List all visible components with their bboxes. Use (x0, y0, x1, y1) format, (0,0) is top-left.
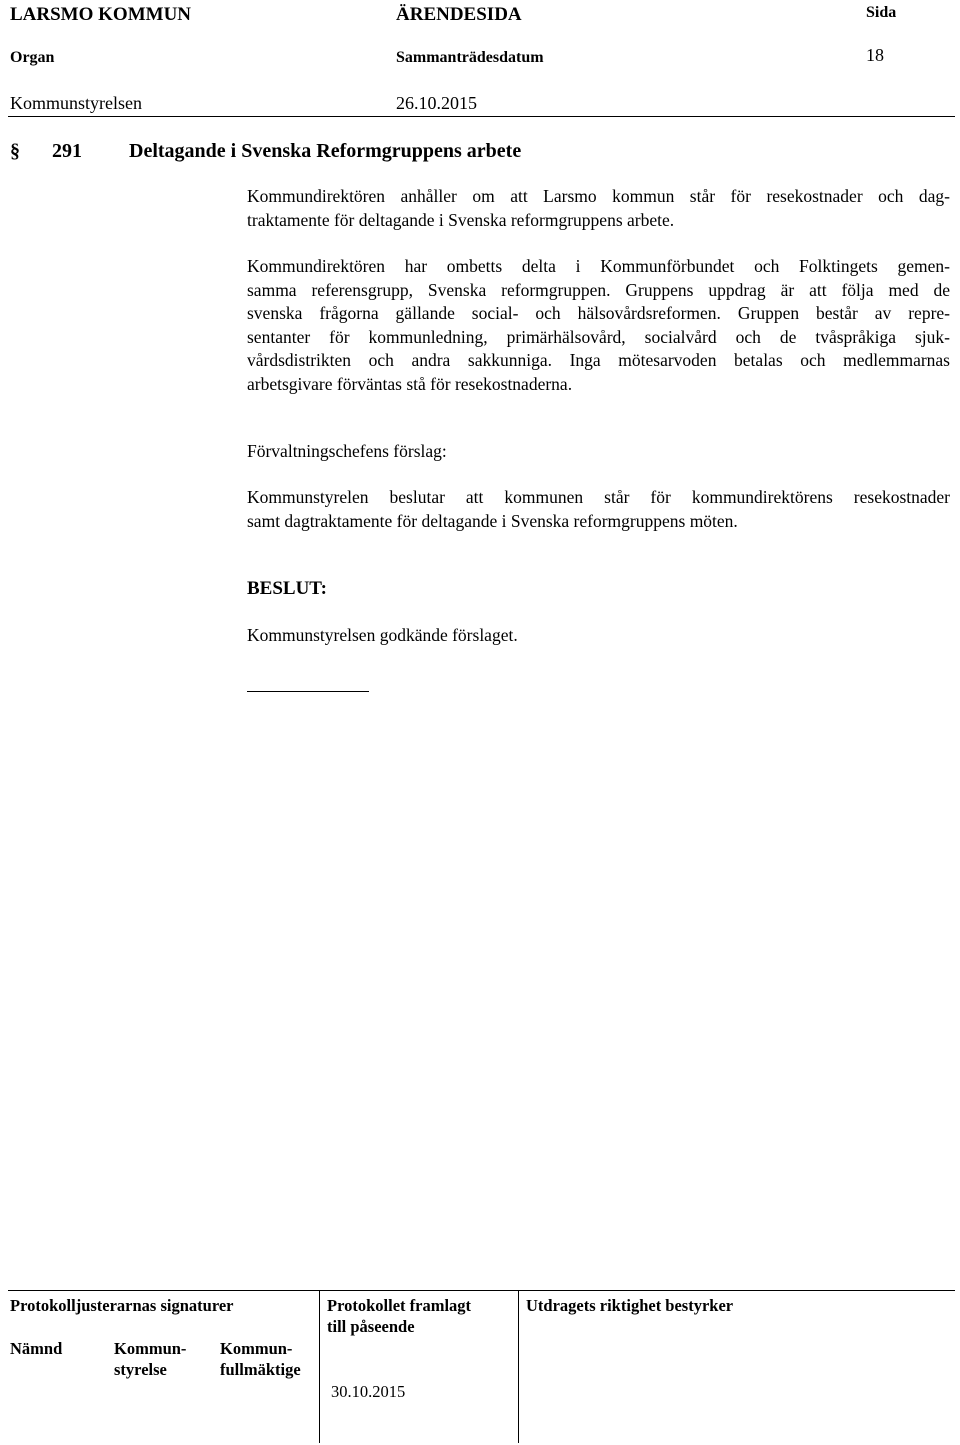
kommunstyrelse-line1: Kommun- (114, 1339, 187, 1358)
signature-footer (8, 1290, 955, 1443)
paragraph-request (247, 185, 950, 232)
paragraph-proposal (247, 486, 950, 533)
kommunstyrelse-line2: styrelse (114, 1360, 167, 1379)
page-number: 18 (866, 45, 884, 65)
section-title: Deltagande i Svenska Reformgruppens arbete (129, 140, 522, 162)
published-line1: Protokollet framlagt (327, 1296, 472, 1315)
page-label: Sida (866, 4, 897, 21)
text-line: traktamente för deltagande i Svenska reformgruppens arbete. (247, 209, 675, 230)
meeting-date-value: 26.10.2015 (396, 93, 477, 113)
fullmaktige-line2: fullmäktige (220, 1360, 301, 1379)
signatures-label: Protokolljusterarnas signaturer (10, 1296, 234, 1315)
certified-label: Utdragets riktighet bestyrker (526, 1296, 734, 1315)
text-line: sentanter för kommunledning, primärhälsovård, socialvård och de tvåspråkiga sjuk- (247, 326, 950, 347)
text-line: vårdsdistrikten och andra sakkunniga. Inga mötesarvoden betalas och medlemmarnas (247, 350, 950, 370)
paragraph-background (247, 255, 950, 396)
namnd-label: Nämnd (10, 1339, 63, 1358)
published-line2: till påseende (327, 1317, 415, 1336)
published-date: 30.10.2015 (331, 1382, 406, 1401)
header-divider (8, 116, 955, 117)
text-line: svenska frågorna gällande social- och hälsovårdsreformen. Gruppen består av repre- (247, 303, 950, 323)
end-rule (247, 691, 369, 692)
decision-text: Kommunstyrelsen godkände förslaget. (247, 625, 518, 645)
text-line: arbetsgivare förväntas stå för resekostnaderna. (247, 373, 573, 394)
text-line: samt dagtraktamente för deltagande i Svenska reformgruppens möten. (247, 510, 738, 531)
meeting-date-label: Sammanträdesdatum (396, 49, 544, 66)
published-label (327, 1295, 471, 1337)
footer-divider (319, 1291, 320, 1443)
fullmaktige-line1: Kommun- (220, 1339, 293, 1358)
section-sign: § (10, 140, 20, 162)
kommunstyrelse-label (114, 1338, 186, 1380)
document-title: ÄRENDESIDA (396, 4, 522, 25)
decision-label: BESLUT: (247, 578, 327, 599)
text-line: Kommundirektören anhåller om att Larsmo kommun står för resekostnader och dag- (247, 186, 950, 206)
footer-divider (518, 1291, 519, 1443)
organ-value: Kommunstyrelsen (10, 93, 142, 113)
text-line: samma referensgrupp, Svenska reformgruppen. Gruppens uppdrag är att följa med de (247, 279, 950, 300)
text-line: Kommunstyrelen beslutar att kommunen står för kommundirektörens resekostnader (247, 487, 950, 507)
section-number: 291 (52, 140, 82, 162)
text-line: Kommundirektören har ombetts delta i Kommunförbundet och Folktingets gemen- (247, 256, 950, 276)
proposal-label: Förvaltningschefens förslag: (247, 441, 447, 461)
municipality-name: LARSMO KOMMUN (10, 4, 192, 25)
fullmaktige-label (220, 1338, 301, 1380)
organ-label: Organ (10, 49, 55, 66)
